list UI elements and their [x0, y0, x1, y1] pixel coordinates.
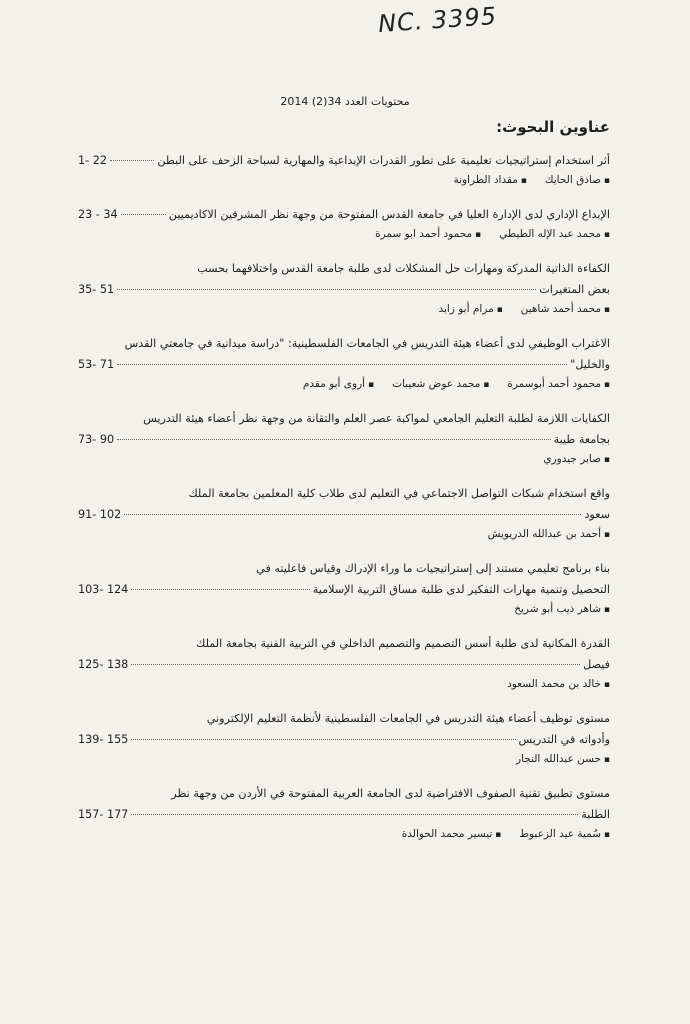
toc-entry: [78, 783, 610, 844]
entry-title-text: الطلبة: [581, 808, 610, 821]
entry-title-text: التحصيل وتنمية مهارات التفكير لدى طلبة مساق التربية الإسلامية: [312, 583, 610, 596]
page-range: 91- 102: [78, 508, 122, 521]
entry-title-line: مستوى توظيف أعضاء هيئة التدريس في الجامعات الفلسطينية لأنظمة التعليم الإلكتروني: [206, 712, 610, 725]
author-list: [78, 675, 610, 694]
entry-title-text: بعض المتغيرات: [539, 283, 610, 296]
author-list: [78, 171, 610, 190]
entry-title-line: مستوى تطبيق تقنية الصفوف الافتراضية لدى الجامعة العربية المفتوحة في الأردن من وجهة نظر: [171, 787, 610, 800]
dot-leader: [131, 664, 580, 665]
toc-entry: [78, 204, 610, 244]
author-name: ▪ شاهر ذيب أبو شريخ: [514, 600, 610, 619]
author-name: ▪ محمود أحمد ابو سمرة: [375, 225, 481, 244]
entry-title-text: بجامعة طيبة: [553, 433, 610, 446]
page-range: 35- 51: [78, 283, 115, 296]
entry-title-text: والخليل": [570, 358, 610, 371]
entry-title-line: بناء برنامج تعليمي مستند إلى إستراتيجيات ما وراء الإدراك وقياس فاعليته في: [256, 562, 610, 575]
toc-entry: [78, 333, 610, 394]
entry-title-text: الإبداع الإداري لدى الإدارة العليا في جامعة القدس المفتوحة من وجهة نظر المشرفين الاكاديميين: [168, 208, 610, 221]
dot-leader: [131, 589, 309, 590]
toc-entry: [78, 633, 610, 694]
author-name: ▪ مقداد الطراونة: [453, 171, 526, 190]
entry-title-line: واقع استخدام شبكات التواصل الاجتماعي في التعليم لدى طلاب كلية المعلمين بجامعة الملك: [188, 487, 610, 500]
author-list: [78, 300, 610, 319]
toc-entry: [78, 483, 610, 544]
author-list: [78, 525, 610, 544]
author-name: ▪ صادق الحايك: [545, 171, 610, 190]
author-name: ▪ محمد أحمد شاهين: [521, 300, 610, 319]
entry-title-text: فيصل: [583, 658, 610, 671]
author-list: [78, 375, 610, 394]
entry-title-line: [78, 729, 610, 750]
entry-title-text: أثر استخدام إستراتيجيات تعليمية على تطور القدرات الإبداعية والمهارية لسباحة الزحف على البطن: [157, 154, 610, 167]
entry-title-line: [78, 204, 610, 225]
table-of-contents: [78, 150, 610, 858]
page-range: 1- 22: [78, 154, 107, 167]
entry-title-line: الاغتراب الوظيفي لدى أعضاء هيئة التدريس في الجامعات الفلسطينية: "دراسة ميدانية في جامعتي القدس: [124, 337, 610, 350]
author-list: [78, 600, 610, 619]
entry-title-line: [78, 354, 610, 375]
dot-leader: [110, 160, 154, 161]
author-name: ▪ خالد بن محمد السعود: [507, 675, 610, 694]
entry-title-text: وأدواته في التدريس: [518, 733, 610, 746]
dot-leader: [117, 289, 536, 290]
author-name: ▪ حسن عبدالله النجار: [516, 750, 610, 769]
dot-leader: [121, 214, 166, 215]
author-list: [78, 750, 610, 769]
author-name: ▪ مرام أبو زايد: [439, 300, 503, 319]
author-name: ▪ محمود أحمد أبوسمرة: [507, 375, 610, 394]
author-list: [78, 825, 610, 844]
author-name: ▪ صابر جيدوري: [543, 450, 610, 469]
entry-title-line: [78, 804, 610, 825]
handwritten-catalog-number: NC. 3395: [377, 1, 498, 39]
toc-entry: [78, 150, 610, 190]
author-list: [78, 225, 610, 244]
entry-title-line: الكفايات اللازمة لطلبة التعليم الجامعي لمواكبة عصر العلم والتقانة من وجهة نظر أعضاء هيئة التدريس: [143, 412, 610, 425]
page-range: 125- 138: [78, 658, 129, 671]
author-name: ▪ محمد عوض شعيبات: [392, 375, 489, 394]
page-range: 23 - 34: [78, 208, 118, 221]
author-name: ▪ تيسير محمد الحوالدة: [402, 825, 502, 844]
author-name: ▪ أروى أبو مقدم: [303, 375, 374, 394]
author-name: ▪ محمد عبد الإله الطيطي: [499, 225, 610, 244]
dot-leader: [117, 364, 567, 365]
section-title: عناوين البحوث:: [496, 118, 610, 136]
dot-leader: [124, 514, 581, 515]
entry-title-line: [78, 429, 610, 450]
author-name: ▪ أحمد بن عبدالله الدريويش: [488, 525, 610, 544]
entry-title-line: القدرة المكانية لدى طلبة أسس التصميم والتصميم الداخلي في التربية الفنية بجامعة الملك: [196, 637, 610, 650]
entry-title-line: [78, 504, 610, 525]
toc-entry: [78, 708, 610, 769]
toc-entry: [78, 408, 610, 469]
dot-leader: [131, 739, 515, 740]
page-range: 53- 71: [78, 358, 115, 371]
dot-leader: [131, 814, 578, 815]
entry-title-line: [78, 279, 610, 300]
toc-entry: [78, 258, 610, 319]
author-list: [78, 450, 610, 469]
page-range: 73- 90: [78, 433, 115, 446]
page-range: 139- 155: [78, 733, 129, 746]
page-range: 157- 177: [78, 808, 129, 821]
author-name: ▪ سُمية عيد الزعبوط: [519, 825, 610, 844]
entry-title-line: الكفاءة الذاتية المدركة ومهارات حل المشكلات لدى طلبة جامعة القدس واختلافهما بحسب: [197, 262, 610, 275]
entry-title-line: [78, 654, 610, 675]
dot-leader: [117, 439, 551, 440]
toc-entry: [78, 558, 610, 619]
page-range: 103- 124: [78, 583, 129, 596]
entry-title-line: [78, 579, 610, 600]
entry-title-line: [78, 150, 610, 171]
issue-title: محتويات العدد 34(2) 2014: [280, 95, 410, 108]
entry-title-text: سعود: [584, 508, 610, 521]
